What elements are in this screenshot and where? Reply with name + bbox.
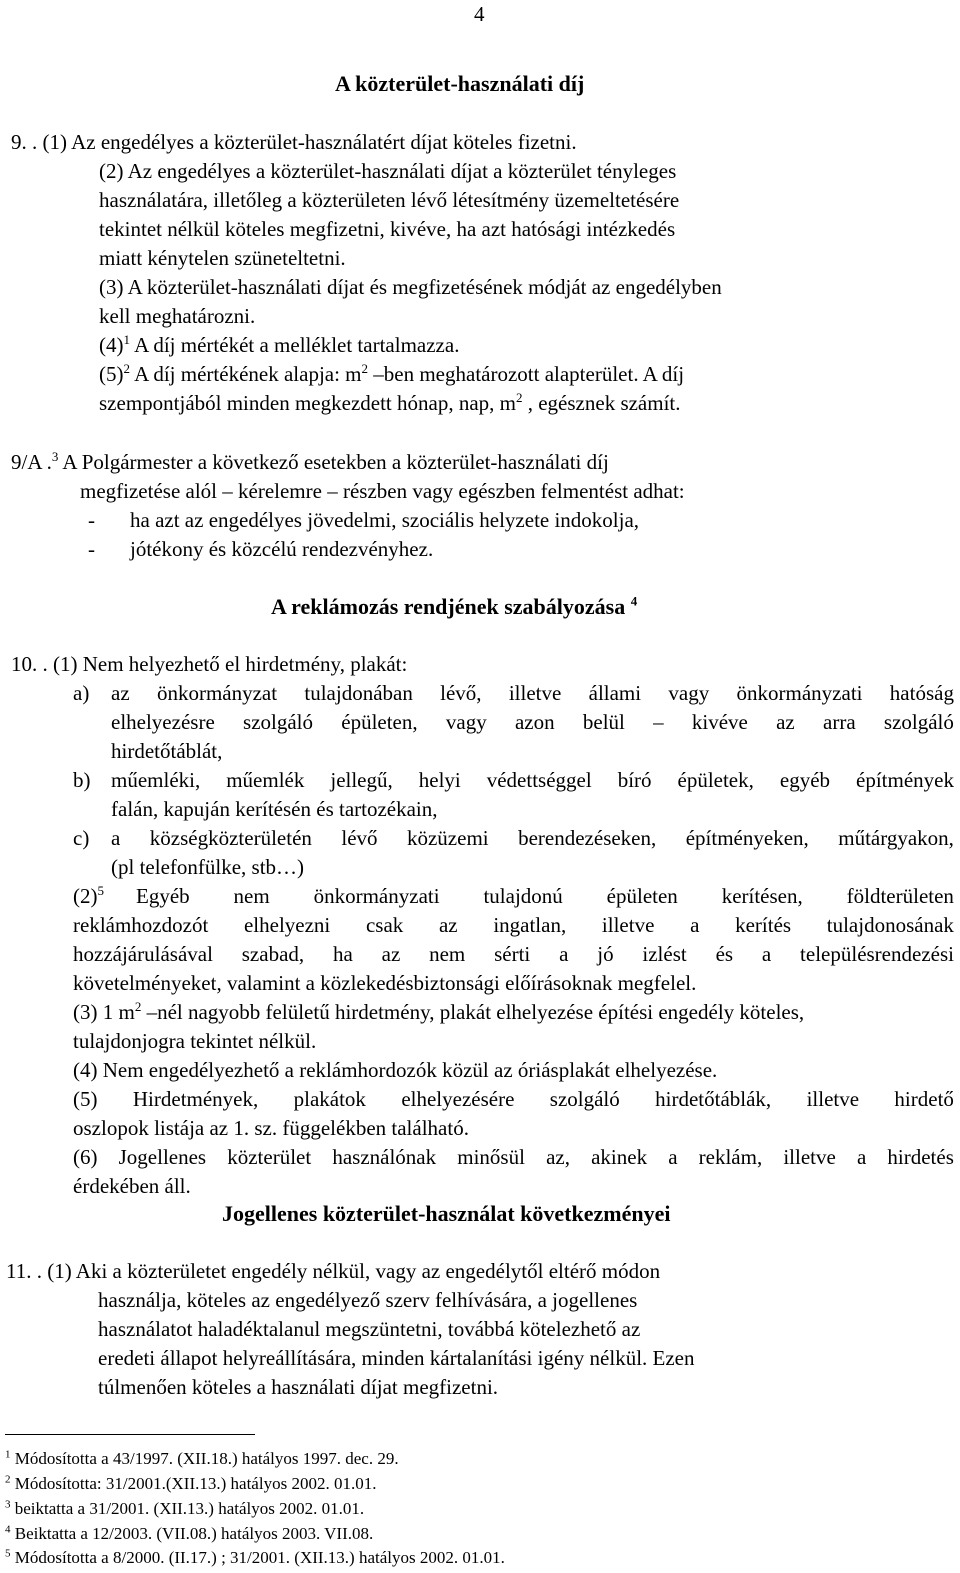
p9-line-1: 9. . (1) Az engedélyes a közterület-használatért díjat köteles fizetni.	[11, 130, 577, 154]
line-text: , egésznek számít.	[522, 391, 681, 415]
footnote-1	[5, 1450, 399, 1467]
word: szabad,	[241, 942, 305, 966]
word: hirdetés	[887, 1145, 954, 1169]
word: tulajdonában	[304, 681, 413, 705]
p11-line-5: túlmenően köteles a használati díjat megfizetni.	[98, 1375, 499, 1399]
footnote-ref: 2	[123, 361, 130, 376]
p9-line-2: (2) Az engedélyes a közterület-használati díjat a közterület tényleges	[99, 159, 677, 183]
p11-line-3: használatot haladéktalanul megszüntetni, továbbá kötelezhető az	[98, 1317, 641, 1341]
word: kerítés	[735, 913, 792, 937]
p9-line-10	[99, 390, 681, 415]
word: szolgáló	[243, 710, 313, 734]
word: kerítésen,	[721, 884, 803, 908]
word: elhelyezésre	[111, 710, 215, 734]
word: (5)	[73, 1087, 98, 1111]
line-text: –nél nagyobb felületű hirdetmény, plakát elhelyezése építési engedély köteles,	[141, 1000, 805, 1024]
word: közüzemi	[406, 826, 489, 850]
word: lévő,	[440, 681, 482, 705]
word: sérti	[494, 942, 531, 966]
p9-line-4: tekintet nélkül köteles megfizetni, kivéve, ha azt hatósági intézkedés	[99, 217, 676, 241]
word: tulajdonosának	[826, 913, 954, 937]
p9-line-8	[99, 332, 460, 357]
word: egyéb	[779, 768, 831, 792]
word: Egyéb	[136, 884, 190, 908]
p10-s6-line-1	[73, 1147, 954, 1168]
word: településrendezési	[800, 942, 954, 966]
footnote-5	[5, 1549, 505, 1566]
p10-s4-line-1: (4) Nem engedélyezhető a reklámhordozók közül az óriásplakát elhelyezése.	[73, 1058, 718, 1082]
p10-a-line-3: hirdetőtáblát,	[111, 739, 223, 763]
p10-s2-line-2	[73, 915, 954, 936]
word: az	[381, 942, 401, 966]
word: önkormányzati	[736, 681, 863, 705]
p10-s2-line-4: követelményeket, valamint a közlekedésbiztonsági előírásoknak megfelel.	[73, 971, 697, 995]
p10-a-line-1	[111, 683, 954, 704]
word: illetve	[601, 913, 655, 937]
footnote-text: beiktatta a 31/2001. (XII.13.) hatályos 2002. 01.01.	[10, 1499, 365, 1518]
line-text: A Polgármester a következő esetekben a közterület-használati díj	[58, 450, 609, 474]
word: jellegű,	[330, 768, 393, 792]
footnote-4	[5, 1525, 373, 1542]
word: és	[715, 942, 734, 966]
word: elhelyezésére	[401, 1087, 515, 1111]
word: hatóság	[889, 681, 954, 705]
word: minősül	[457, 1145, 525, 1169]
word: arra	[823, 710, 856, 734]
unit-exponent: 2	[515, 390, 523, 405]
word: használónak	[332, 1145, 437, 1169]
footnote-ref: 3	[51, 449, 59, 464]
word: reklámhozdozót	[73, 913, 209, 937]
word: földterületen	[846, 884, 954, 908]
word: (6)	[73, 1145, 98, 1169]
item-label-a: a)	[73, 681, 90, 705]
subsection-number: (2)	[73, 884, 98, 908]
p11-line-2: használja, köteles az engedélyező szerv felhívására, a jogellenes	[98, 1288, 638, 1312]
list-dash: -	[88, 537, 95, 561]
p10-b-line-2: falán, kapuján kerítésén és tartozékain,	[111, 797, 438, 821]
footnote-2	[5, 1475, 376, 1492]
p9-line-5: miatt kénytelen szüneteltetni.	[99, 246, 346, 270]
word: önkormányzati	[313, 884, 440, 908]
section-title-reklamozas	[271, 593, 638, 619]
word: kivéve	[691, 710, 748, 734]
word: ingatlan,	[493, 913, 567, 937]
p9-line-3: használatára, illetőleg a közterületen lévő létesítmény üzemeltetésére	[99, 188, 680, 212]
p9-line-6: (3) A közterület-használati díjat és megfizetésének módját az engedélyben	[99, 275, 722, 299]
footnote-ref: 5	[97, 883, 104, 898]
p9-line-7: kell meghatározni.	[99, 304, 256, 328]
word: védettséggel	[486, 768, 592, 792]
word: plakátok	[293, 1087, 366, 1111]
word: illetve	[783, 1145, 836, 1169]
p10-b-line-1	[111, 770, 954, 791]
line-text: A díj mértékét a melléklet tartalmazza.	[130, 333, 460, 357]
word: belül	[582, 710, 625, 734]
subsection-number: (5)	[99, 362, 124, 386]
p10-s2-line-1	[136, 886, 954, 907]
word: hozzájárulásával	[73, 942, 213, 966]
p10-s3-line-1	[73, 999, 805, 1024]
word: vagy	[668, 681, 710, 705]
item-label-b: b)	[73, 768, 91, 792]
word: Hirdetmények,	[132, 1087, 259, 1111]
word: építményeken,	[685, 826, 809, 850]
word: műemlék	[226, 768, 305, 792]
section-title-jogellenes: Jogellenes közterület-használat következményei	[222, 1201, 671, 1226]
footnote-number: 5	[5, 1547, 11, 1560]
word: közterület	[227, 1145, 312, 1169]
footnote-ref: 4	[630, 593, 638, 609]
word: építmények	[856, 768, 954, 792]
word: a	[761, 942, 772, 966]
footnote-text: Beiktatta a 12/2003. (VII.08.) hatályos 2003. VII.08.	[10, 1524, 374, 1543]
p10-s6-line-2: érdekében áll.	[73, 1174, 191, 1198]
line-text: (3) 1 m	[73, 1000, 135, 1024]
word: az	[438, 913, 458, 937]
p10-a-line-2	[111, 712, 954, 733]
word: csak	[365, 913, 404, 937]
word: szolgáló	[549, 1087, 620, 1111]
footnote-number: 1	[5, 1448, 11, 1461]
word: az,	[546, 1145, 570, 1169]
word: a	[856, 1145, 867, 1169]
p10-c-line-2: (pl telefonfülke, stb…)	[111, 855, 305, 879]
word: épületek,	[677, 768, 754, 792]
line-text: A díj mértékének alapja: m	[130, 362, 362, 386]
p10-c-line-1	[111, 828, 954, 849]
word: azon	[514, 710, 555, 734]
p10-s2-line-3	[73, 944, 954, 965]
word: tulajdonú	[483, 884, 563, 908]
p10-s3-line-2: tulajdonjogra tekintet nélkül.	[73, 1029, 317, 1053]
word: műemléki,	[111, 768, 201, 792]
word: községközterületén	[149, 826, 312, 850]
p9-line-9	[99, 361, 685, 386]
p9a-line-2: megfizetése alól – kérelemre – részben vagy egészben felmentést adhat:	[80, 479, 685, 503]
item-label-c: c)	[73, 826, 90, 850]
page-number: 4	[474, 2, 485, 26]
word: hirdetőtáblák,	[655, 1087, 772, 1111]
p10-s5-line-2: oszlopok listája az 1. sz. függelékben található.	[73, 1116, 469, 1140]
word: berendezéseken,	[518, 826, 657, 850]
word: az	[111, 681, 130, 705]
word: Jogellenes	[118, 1145, 207, 1169]
word: a	[559, 942, 569, 966]
footnote-number: 3	[5, 1498, 11, 1511]
word: épületen,	[341, 710, 418, 734]
word: reklám,	[698, 1145, 763, 1169]
footnote-text: Módosította a 43/1997. (XII.18.) hatályos 1997. dec. 29.	[10, 1449, 399, 1468]
footnote-separator	[5, 1434, 255, 1435]
subsection-number: (4)	[99, 333, 124, 357]
word: –	[653, 710, 664, 734]
p9a-line-3: ha azt az engedélyes jövedelmi, szociális helyzete indokolja,	[130, 508, 640, 532]
word: izlést	[642, 942, 687, 966]
subsection-2-number	[73, 883, 104, 908]
p9a-line-4: jótékony és közcélú rendezvényhez.	[130, 537, 434, 561]
paragraph-number: 9/A .	[11, 450, 52, 474]
word: helyi	[418, 768, 461, 792]
word: nem	[429, 942, 466, 966]
p9a-line-1	[11, 449, 609, 474]
word: műtárgyakon,	[838, 826, 954, 850]
word: elhelyezni	[243, 913, 331, 937]
p11-line-4: eredeti állapot helyreállítására, minden kártalanítási igény nélkül. Ezen	[98, 1346, 695, 1370]
word: a	[111, 826, 121, 850]
word: hirdető	[894, 1087, 954, 1111]
title-text: A reklámozás rendjének szabályozása	[271, 594, 626, 619]
list-dash: -	[88, 508, 95, 532]
footnote-text: Módosította: 31/2001.(XII.13.) hatályos 2002. 01.01.	[10, 1474, 377, 1493]
word: bíró	[617, 768, 652, 792]
section-title-kozterulet-hasznalati-dij: A közterület-használati díj	[335, 71, 585, 96]
word: az	[776, 710, 795, 734]
word: a	[690, 913, 700, 937]
footnote-3	[5, 1500, 364, 1517]
word: akinek	[591, 1145, 648, 1169]
word: épületen	[606, 884, 678, 908]
unit-exponent: 2	[134, 999, 142, 1014]
word: lévő	[341, 826, 378, 850]
unit-exponent: 2	[361, 361, 369, 376]
footnote-number: 4	[5, 1523, 11, 1536]
footnote-text: Módosította a 8/2000. (II.17.) ; 31/2001. (XII.13.) hatályos 2002. 01.01.	[10, 1548, 505, 1567]
p11-line-1: 11. . (1) Aki a közterületet engedély nélkül, vagy az engedélytől eltérő módon	[6, 1259, 661, 1283]
footnote-ref: 1	[123, 332, 130, 347]
word: illetve	[508, 681, 562, 705]
line-text: szempontjából minden megkezdett hónap, nap, m	[99, 391, 516, 415]
footnote-number: 2	[5, 1473, 11, 1486]
line-text: –ben meghatározott alapterület. A díj	[368, 362, 685, 386]
word: szolgáló	[883, 710, 954, 734]
word: állami	[588, 681, 642, 705]
word: nem	[233, 884, 270, 908]
word: illetve	[806, 1087, 860, 1111]
word: jó	[597, 942, 614, 966]
p10-s5-line-1	[73, 1089, 954, 1110]
word: a	[668, 1145, 678, 1169]
word: vagy	[445, 710, 487, 734]
p10-line-1: 10. . (1) Nem helyezhető el hirdetmény, plakát:	[11, 652, 408, 676]
word: ha	[332, 942, 353, 966]
word: önkormányzat	[156, 681, 278, 705]
